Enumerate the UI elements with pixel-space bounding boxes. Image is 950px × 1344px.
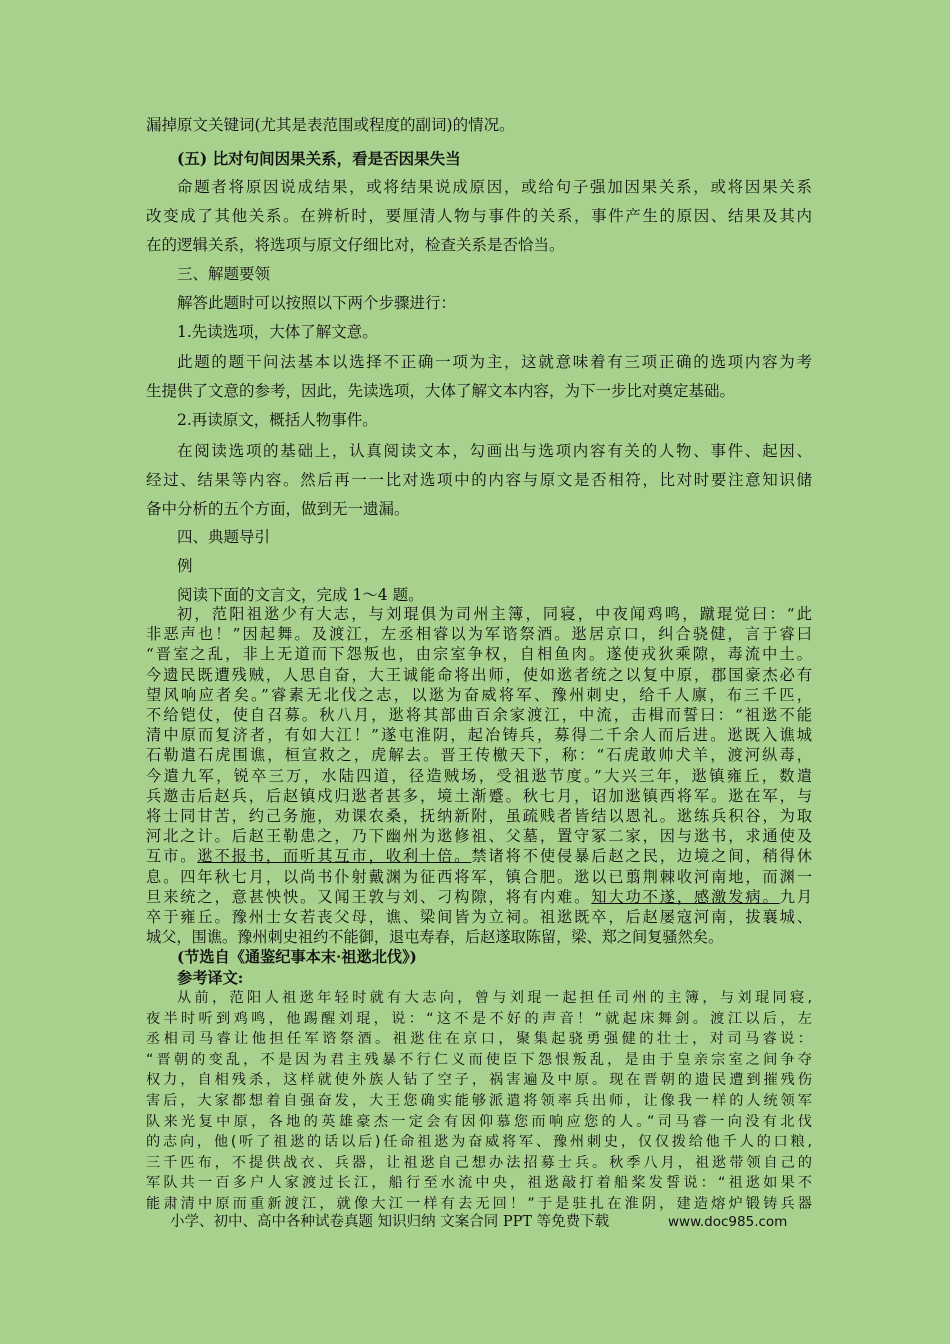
- text-line: 夜半时听到鸡鸣，他踢醒刘琨，说：“这不是不好的声音！”就起床舞剑。渡江以后，左: [146, 1010, 812, 1027]
- underlined-sentence: 知大功不遂，感激发病。: [591, 887, 780, 906]
- paragraph-top: [146, 111, 812, 140]
- steps-intro: 解答此题时可以按照以下两个步骤进行：: [177, 294, 457, 312]
- text-line: 将士同甘苦，约己务施，劝课农桑，抚纳新附，虽疏贱者皆结以恩礼。逖练兵积谷，为取: [146, 807, 812, 826]
- text-line: 此题的题干问法基本以选择不正确一项为主，这就意味着有三项正确的选项内容为考: [177, 353, 812, 371]
- text-line: 命题者将原因说成结果，或将结果说成原因，或给句子强加因果关系，或将因果关系: [177, 178, 812, 196]
- text-line: 三千匹布，不提供战衣、兵器，让祖逖自己想办法招募士兵。秋季八月，祖逖带领自己的: [146, 1154, 812, 1171]
- heading-four: 四、典题导引: [177, 528, 271, 546]
- text-line: 丞相司马睿让他担任军谘祭酒。祖逖住在京口，聚集起骁勇强健的壮士，对司马睿说：: [146, 1031, 812, 1048]
- text-line: 改变成了其他关系。在辨析时，要厘清人物与事件的关系，事件产生的原因、结果及其内: [146, 207, 812, 225]
- text-line: 清中原而复济者，有如大江！”遂屯淮阴，起冶铸兵，募得二千余人而后进。逖既入谯城: [146, 726, 812, 745]
- text-line: 的志向，他(听了祖逖的话以后)任命祖逖为奋威将军、豫州刺史，仅仅拨给他千人的口粮,: [146, 1134, 812, 1151]
- text-line: 经过、结果等内容。然后再一一比对选项中的内容与原文是否相符，比对时要注意知识储: [146, 471, 812, 489]
- step-one: 1.先读选项，大体了解文意。: [177, 323, 378, 341]
- classical-text: [146, 604, 812, 988]
- text-line: 望风响应者矣。”睿素无北伐之志，以逖为奋威将军、豫州刺史，给千人廪，布三千匹，: [146, 685, 812, 704]
- text-line: 石勒遣石虎围谯，桓宣救之，虎解去。晋王传檄天下，称：“石虎敢帅犬羊，渡河纵毒，: [146, 746, 812, 765]
- footer-text: 小学、初中、高中各种试卷真题 知识归纳 文案合同 PPT 等免费下载: [170, 1214, 610, 1230]
- heading-five: (五) 比对句间因果关系，看是否因果失当: [177, 149, 461, 168]
- text-line: 今遣九军，锐卒三万，水陆四道，径造贼场，受祖逖节度。”大兴三年，逖镇雍丘，数遣: [146, 766, 812, 785]
- text-line: 从前，范阳人祖逖年轻时就有大志向，曾与刘琨一起担任司州的主簿，与刘琨同寝,: [177, 990, 812, 1006]
- task-instruction: 阅读下面的文言文，完成 1～4 题。: [177, 586, 424, 604]
- text-run: 禁诸将不使侵暴后赵之民，边境之间，稍得休: [471, 847, 812, 866]
- text-line: 在的逻辑关系，将选项与原文仔细比对，检查关系是否恰当。: [146, 236, 565, 254]
- text-line: 初，范阳祖逖少有大志，与刘琨俱为司州主簿，同寝，中夜闻鸡鸣，蹴琨觉曰：“此: [177, 605, 812, 623]
- text-line: 非恶声也！”因起舞。及渡江，左丞相睿以为军谘祭酒。逖居京口，纠合骁健，言于睿曰: [146, 625, 812, 644]
- underlined-sentence: 逖不报书，而听其互市，收利十倍。: [197, 847, 472, 866]
- text-line: 城父，围谯。豫州刺史祖约不能御，退屯寿春，后赵遂取陈留，梁、郑之间复骚然矣。: [146, 928, 724, 947]
- paragraph-cause: [146, 173, 812, 260]
- text-line: 军队共一百多户人家渡过长江，船行至水流中央，祖逖敲打着船桨发誓说：“祖逖如果不: [146, 1175, 812, 1192]
- text-line: 能肃清中原而重新渡江，就像大江一样有去无回！”于是驻扎在淮阴，建造熔炉锻铸兵器: [146, 1195, 812, 1212]
- text-line: 害后，大家都想着自强奋发，大王您确实能够派遣将领率兵出师，让像我一样的人统领军: [146, 1092, 812, 1109]
- translation-heading: 参考译文:: [177, 968, 244, 987]
- paragraph-step-one: [146, 348, 812, 406]
- text-line: 卒于雍丘。豫州士女若丧父母，谯、梁间皆为立祠。祖逖既卒，后赵屡寇河南，拔襄城、: [146, 908, 812, 927]
- text-line: 在阅读选项的基础上，认真阅读文本，勾画出与选项内容有关的人物、事件、起因、: [177, 442, 812, 460]
- text-line: [146, 846, 812, 866]
- text-line: “晋朝的变乱，不是因为君主残暴不行仁义而使臣下怨恨叛乱，是由于皇亲宗室之间争夺: [146, 1051, 812, 1068]
- text-run: 旦来统之，意甚怏怏。又闻王敦与刘、刁构隙，将有内难。: [146, 887, 592, 906]
- footer-link[interactable]: www.doc985.com: [668, 1214, 788, 1230]
- heading-three: 三、解题要领: [177, 265, 271, 283]
- text-line: 权力，自相残杀，这样就使外族人钻了空子，祸害遍及中原。现在晋朝的遗民遭到摧残伤: [146, 1072, 812, 1089]
- text-line: 不给铠仗，使自召募。秋八月，逖将其部曲百余家渡江，中流，击楫而誓曰：“祖逖不能: [146, 706, 812, 725]
- text-line: 河北之计。后赵王勒患之，乃下幽州为逖修祖、父墓，置守冢二家，因与逖书，求通使及: [146, 827, 812, 846]
- example-label: 例: [177, 557, 193, 575]
- text-line: 备中分析的五个方面，做到无一遗漏。: [146, 500, 410, 518]
- text-line: 生提供了文意的参考，因此，先读选项，大体了解文本内容，为下一步比对奠定基础。: [146, 382, 736, 400]
- text-line: [146, 887, 812, 907]
- text-run: 互市。: [146, 847, 198, 866]
- text-line: 兵邀击后赵兵，后赵镇戍归逖者甚多，境土渐蹙。秋七月，诏加逖镇西将军。逖在军，与: [146, 786, 812, 805]
- translation-text: [146, 988, 812, 1215]
- text-run: 九月: [779, 887, 812, 906]
- step-two: 2.再读原文，概括人物事件。: [177, 411, 378, 429]
- text-line: 队来光复中原，各地的英雄豪杰一定会有因仰慕您而响应您的人。”司马睿一向没有北伐: [146, 1113, 812, 1130]
- text-line: 息。四年秋七月，以尚书仆射戴渊为征西将军，镇合肥。逖以已翦荆棘收河南地，而渊一: [146, 867, 812, 886]
- text-line: “晋室之乱，非上无道而下怨叛也，由宗室争权，自相鱼肉。遂使戎狄乘隙，毒流中土。: [146, 645, 812, 664]
- text-line: 漏掉原文关键词(尤其是表范围或程度的副词)的情况。: [146, 116, 515, 134]
- paragraph-step-two: [146, 437, 812, 524]
- text-line: 今遗民既遭残贼，人思自奋，大王诚能命将出师，使如逖者统之以复中原，郡国豪杰必有: [146, 665, 812, 684]
- source-citation: (节选自《通鉴纪事本末·祖逖北伐》): [177, 948, 417, 967]
